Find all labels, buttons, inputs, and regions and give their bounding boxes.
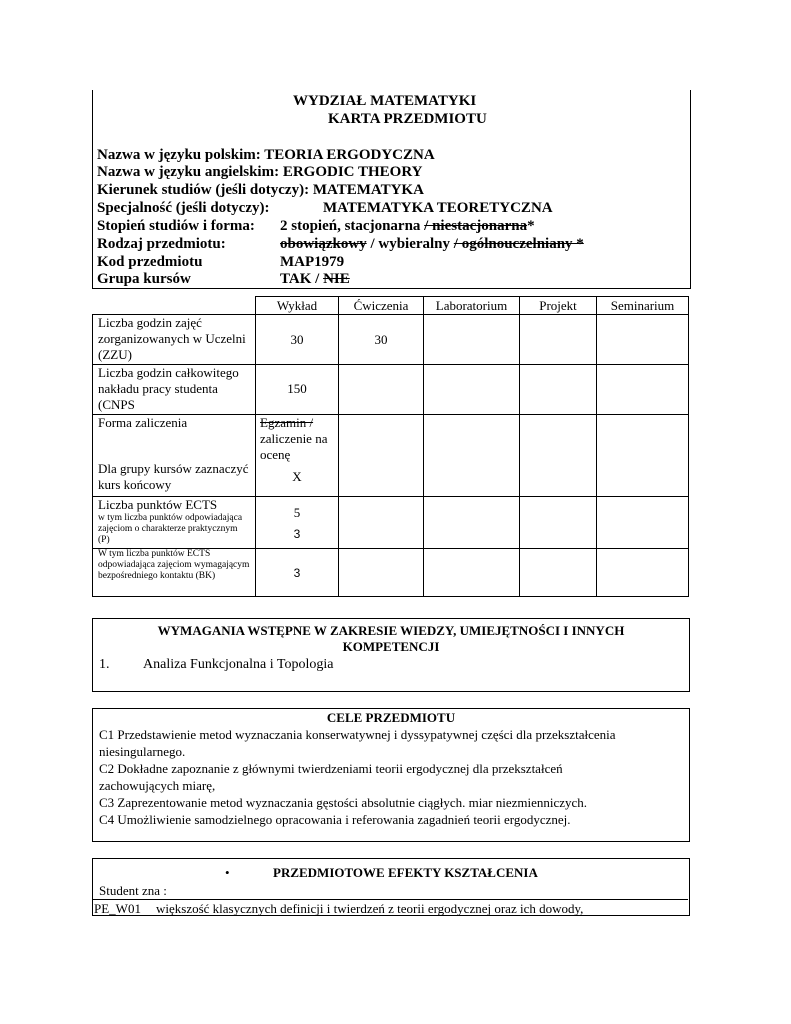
ects-bk-value: 3 (256, 549, 339, 597)
requirements-title: WYMAGANIA WSTĘPNE W ZAKRESIE WIEDZY, UMIEJĘTNOŚCI I INNYCH KOMPETENCJI (157, 623, 625, 654)
table-header-row (93, 297, 689, 315)
code-label: Kod przedmiotu (97, 254, 203, 270)
cnps-label: Liczba godzin całkowitego nakładu pracy studenta (CNPS (93, 365, 256, 415)
specialty-value: MATEMATYKA TEORETYCZNA (323, 200, 553, 216)
ects-values-cell (256, 497, 339, 549)
goal-line: C4 Umożliwienie samodzielnego opracowania i referowania zagadnień teorii ergodycznej. (99, 812, 571, 827)
goals-list (93, 726, 689, 828)
goal-line: C1 Przedstawienie metod wyznaczania konserwatywnej i dyssypatywnej części dla przekształcenia (99, 727, 616, 742)
hours-table (92, 296, 689, 597)
form-label: Forma zaliczenia (98, 415, 188, 430)
table-cell (597, 315, 689, 365)
col-header: Laboratorium (424, 297, 520, 315)
student-label: Student zna : (99, 883, 167, 898)
col-header: Seminarium (597, 297, 689, 315)
table-row (93, 365, 689, 415)
final-course-mark: X (292, 469, 302, 484)
direction-row: Kierunek studiów (jeśli dotyczy): MATEMATYKA (97, 182, 424, 198)
table-row (93, 315, 689, 365)
table-cell: 30 (339, 315, 424, 365)
ects-value: 5 (293, 504, 301, 520)
table-cell (520, 365, 597, 415)
table-cell: 30 (256, 315, 339, 365)
table-cell (520, 315, 597, 365)
name-pl-row: Nazwa w języku polskim: TEORIA ERGODYCZNA (97, 147, 435, 163)
table-row (93, 497, 689, 549)
ects-cell (93, 497, 256, 549)
name-en-row: Nazwa w języku angielskim: ERGODIC THEORY (97, 164, 423, 180)
final-course-label: Dla grupy kursów zaznaczyć kurs końcowy (98, 461, 249, 492)
col-header: Projekt (520, 297, 597, 315)
level-label: Stopień studiów i forma: (97, 218, 255, 234)
card-title: KARTA PRZEDMIOTU (328, 111, 487, 127)
goals-title: CELE PRZEDMIOTU (326, 710, 456, 725)
goal-line: zachowujących miarę, (99, 778, 216, 793)
ects-bk-label: W tym liczba punktów ECTS odpowiadająca zajęciom wymagającym bezpośredniego kontaktu (BK) (93, 549, 256, 597)
type-label: Rodzaj przedmiotu: (97, 236, 226, 252)
faculty-title: WYDZIAŁ MATEMATYKI (293, 93, 477, 109)
code-value: MAP1979 (280, 254, 345, 270)
goal-line: niesingularnego. (99, 744, 186, 759)
outcome-text: większość klasycznych definicji i twierdzeń z teorii ergodycznej oraz ich dowody, (156, 901, 584, 916)
form-cell (93, 415, 256, 497)
table-cell (424, 315, 520, 365)
table-cell: 150 (256, 365, 339, 415)
bullet-icon: • (225, 865, 230, 880)
ects-label: Liczba punktów ECTS (98, 497, 218, 512)
table-cell (424, 365, 520, 415)
group-label: Grupa kursów (97, 271, 191, 287)
level-value: 2 stopień, stacjonarna / niestacjonarna* (280, 218, 535, 234)
zzu-label: Liczba godzin zajęć zorganizowanych w Uczelni (ZZU) (93, 315, 256, 365)
outcomes-title: PRZEDMIOTOWE EFEKTY KSZTAŁCENIA (273, 865, 538, 880)
goal-line: C3 Zaprezentowanie metod wyznaczania gęstości absolutnie ciągłych. miar niezmienniczych. (99, 795, 588, 810)
goal-line: C2 Dokładne zapoznanie z głównymi twierdzeniami teorii ergodycznej dla przekształceń (99, 761, 563, 776)
outcome-row (92, 899, 688, 917)
form-value-cell: Egzamin / zaliczenie na ocenę X (256, 415, 339, 497)
outcome-code: PE_W01 (94, 901, 141, 916)
ects-p-value: 3 (293, 526, 301, 541)
table-row (93, 415, 689, 497)
col-header: Ćwiczenia (339, 297, 424, 315)
goals-box (92, 708, 690, 842)
course-header (92, 90, 691, 289)
col-header: Wykład (256, 297, 339, 315)
ects-p-label: w tym liczba punktów odpowiadająca zajęciom o charakterze praktycznym (P) (98, 513, 243, 545)
type-value: obowiązkowy / wybieralny / ogólnouczelniany * (280, 236, 584, 252)
table-row (93, 549, 689, 597)
group-value: TAK / NIE (280, 271, 350, 287)
table-cell (339, 365, 424, 415)
table-cell (597, 365, 689, 415)
requirements-item: 1. Analiza Funkcjonalna i Topologia (99, 657, 334, 672)
outcomes-box (92, 858, 690, 916)
requirements-box (92, 618, 690, 692)
specialty-label: Specjalność (jeśli dotyczy): (97, 200, 270, 216)
